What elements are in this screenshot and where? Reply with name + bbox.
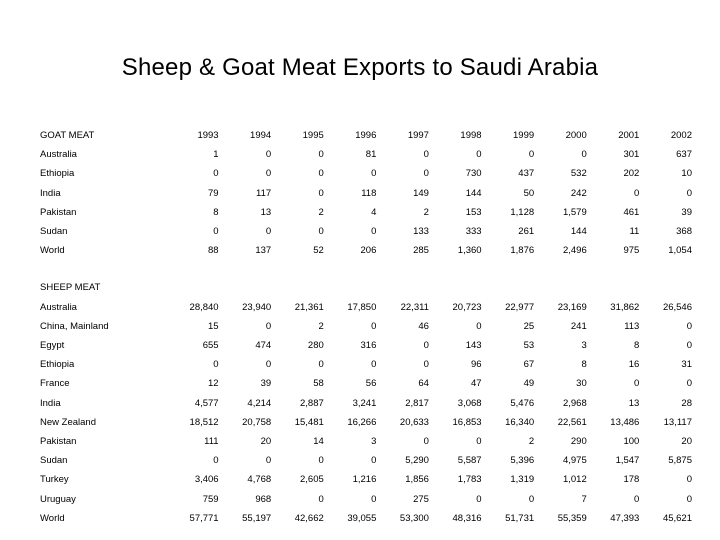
- value-cell: 0: [318, 493, 324, 505]
- value-cell: 15,481: [294, 416, 324, 428]
- value-cell: 0: [213, 226, 219, 238]
- value-cell: 178: [623, 474, 640, 486]
- value-cell: 2,968: [562, 397, 587, 409]
- value-cell: 21,361: [294, 301, 324, 313]
- section-header-goat: GOAT MEAT: [40, 130, 95, 141]
- value-cell: 23,169: [557, 301, 587, 313]
- year-header: 1995: [302, 130, 324, 141]
- value-cell: 153: [465, 206, 482, 218]
- value-cell: 261: [518, 226, 535, 238]
- year-header: 1994: [250, 130, 272, 141]
- value-cell: 0: [423, 340, 429, 352]
- value-cell: 0: [213, 168, 219, 180]
- value-cell: 0: [423, 168, 429, 180]
- value-cell: 42,662: [294, 512, 324, 524]
- value-cell: 4,214: [247, 397, 272, 409]
- value-cell: 13,486: [610, 416, 640, 428]
- value-cell: 4,975: [562, 455, 587, 467]
- country-label: Egypt: [40, 340, 65, 352]
- year-header: 2000: [565, 130, 587, 141]
- table-row: [40, 336, 692, 355]
- value-cell: 0: [528, 493, 535, 505]
- section-header-sheep: SHEEP MEAT: [40, 282, 101, 294]
- value-cell: 2: [528, 436, 535, 448]
- value-cell: 58: [313, 378, 324, 390]
- value-cell: 11: [629, 226, 640, 238]
- value-cell: 49: [523, 378, 535, 390]
- table-row: [40, 413, 692, 432]
- value-cell: 461: [623, 206, 640, 218]
- country-label: Ethiopia: [40, 359, 75, 371]
- value-cell: 4,577: [194, 397, 219, 409]
- value-cell: 5,290: [405, 455, 429, 467]
- value-cell: 8: [213, 206, 219, 218]
- value-cell: 144: [465, 187, 482, 199]
- value-cell: 28,840: [189, 301, 219, 313]
- value-cell: 39: [260, 378, 272, 390]
- country-label: India: [40, 187, 61, 199]
- value-cell: 13: [260, 206, 272, 218]
- value-cell: 144: [570, 226, 587, 238]
- value-cell: 2,496: [562, 245, 587, 257]
- value-cell: 14: [313, 436, 324, 448]
- value-cell: 1,547: [615, 455, 640, 467]
- value-cell: 3,406: [194, 474, 219, 486]
- value-cell: 1,216: [352, 474, 377, 486]
- value-cell: 5,875: [668, 455, 692, 467]
- value-cell: 16,340: [505, 416, 535, 428]
- value-cell: 12: [208, 378, 219, 390]
- value-cell: 53: [523, 340, 535, 352]
- value-cell: 1,054: [668, 245, 692, 257]
- table-row: [40, 432, 692, 451]
- value-cell: 0: [371, 168, 377, 180]
- goat-header-row: [40, 126, 692, 145]
- value-cell: 0: [318, 359, 324, 371]
- value-cell: 2: [423, 206, 429, 218]
- value-cell: 46: [418, 320, 429, 332]
- country-label: Pakistan: [40, 436, 77, 448]
- value-cell: 0: [265, 455, 272, 467]
- value-cell: 3: [581, 340, 587, 352]
- value-cell: 759: [202, 493, 219, 505]
- value-cell: 0: [318, 455, 324, 467]
- value-cell: 280: [307, 340, 324, 352]
- value-cell: 0: [318, 226, 324, 238]
- country-label: Sudan: [40, 226, 68, 238]
- value-cell: 3,241: [352, 397, 377, 409]
- value-cell: 143: [465, 340, 482, 352]
- table-row: [40, 184, 692, 203]
- value-cell: 1,360: [457, 245, 482, 257]
- year-header: 1998: [460, 130, 482, 141]
- value-cell: 2: [318, 320, 324, 332]
- value-cell: 88: [208, 245, 219, 257]
- value-cell: 368: [676, 226, 692, 238]
- value-cell: 13: [628, 397, 640, 409]
- value-cell: 67: [523, 359, 535, 371]
- value-cell: 0: [476, 436, 482, 448]
- value-cell: 15: [208, 320, 219, 332]
- country-label: New Zealand: [40, 416, 96, 428]
- country-label: World: [40, 245, 65, 257]
- value-cell: 96: [470, 359, 482, 371]
- value-cell: 50: [523, 187, 535, 199]
- year-header: 2001: [618, 130, 640, 141]
- table-row: [40, 298, 692, 317]
- value-cell: 47,393: [610, 512, 640, 524]
- value-cell: 316: [360, 340, 377, 352]
- value-cell: 17,850: [347, 301, 377, 313]
- table-row: [40, 470, 692, 489]
- value-cell: 730: [465, 168, 482, 180]
- value-cell: 0: [634, 187, 640, 199]
- value-cell: 333: [465, 226, 482, 238]
- value-cell: 0: [686, 320, 692, 332]
- value-cell: 1: [213, 149, 219, 161]
- value-cell: 290: [570, 436, 587, 448]
- value-cell: 532: [570, 168, 587, 180]
- year-header: 1996: [355, 130, 377, 141]
- value-cell: 0: [265, 226, 272, 238]
- country-label: World: [40, 512, 65, 524]
- value-cell: 7: [581, 493, 587, 505]
- value-cell: 149: [413, 187, 429, 199]
- value-cell: 51,731: [505, 512, 535, 524]
- value-cell: 1,783: [457, 474, 482, 486]
- value-cell: 56: [365, 378, 377, 390]
- exports-table: [40, 126, 692, 528]
- value-cell: 1,319: [510, 474, 535, 486]
- value-cell: 118: [361, 187, 377, 199]
- sheep-header-row: [40, 278, 692, 297]
- value-cell: 275: [413, 493, 429, 505]
- value-cell: 241: [570, 320, 587, 332]
- value-cell: 28: [681, 397, 692, 409]
- value-cell: 0: [371, 493, 377, 505]
- value-cell: 4: [371, 206, 377, 218]
- value-cell: 0: [371, 226, 377, 238]
- value-cell: 1,876: [510, 245, 535, 257]
- value-cell: 0: [634, 378, 640, 390]
- value-cell: 0: [476, 149, 482, 161]
- value-cell: 0: [423, 149, 429, 161]
- value-cell: 100: [623, 436, 640, 448]
- value-cell: 133: [413, 226, 429, 238]
- year-header: 1997: [407, 130, 429, 141]
- value-cell: 55,359: [557, 512, 587, 524]
- value-cell: 52: [313, 245, 324, 257]
- value-cell: 437: [518, 168, 535, 180]
- value-cell: 55,197: [242, 512, 272, 524]
- year-header: 2002: [670, 130, 692, 141]
- value-cell: 0: [634, 493, 640, 505]
- table-row: [40, 145, 692, 164]
- table-row: [40, 222, 692, 241]
- value-cell: 16,853: [452, 416, 482, 428]
- value-cell: 20,723: [452, 301, 482, 313]
- value-cell: 20: [260, 436, 272, 448]
- value-cell: 206: [360, 245, 377, 257]
- value-cell: 22,561: [557, 416, 587, 428]
- value-cell: 30: [576, 378, 587, 390]
- value-cell: 5,476: [510, 397, 535, 409]
- value-cell: 47: [470, 378, 482, 390]
- country-label: Sudan: [40, 455, 68, 467]
- year-header: 1999: [513, 130, 535, 141]
- value-cell: 22,977: [505, 301, 535, 313]
- value-cell: 26,546: [662, 301, 692, 313]
- value-cell: 637: [676, 149, 692, 161]
- page-title: Sheep & Goat Meat Exports to Saudi Arabia: [121, 54, 599, 81]
- value-cell: 655: [202, 340, 219, 352]
- country-label: France: [40, 378, 70, 390]
- value-cell: 13,117: [663, 416, 692, 428]
- value-cell: 22,311: [400, 301, 429, 313]
- value-cell: 0: [371, 455, 377, 467]
- value-cell: 111: [204, 436, 219, 448]
- value-cell: 48,316: [452, 512, 482, 524]
- value-cell: 1,012: [562, 474, 587, 486]
- section-spacer: [40, 260, 692, 278]
- value-cell: 2,887: [300, 397, 324, 409]
- table-row: [40, 241, 692, 260]
- value-cell: 79: [208, 187, 219, 199]
- value-cell: 0: [318, 149, 324, 161]
- value-cell: 5,396: [510, 455, 535, 467]
- table-row: [40, 490, 692, 509]
- value-cell: 1,128: [510, 206, 535, 218]
- value-cell: 23,940: [242, 301, 272, 313]
- value-cell: 968: [255, 493, 272, 505]
- country-label: Australia: [40, 149, 77, 161]
- value-cell: 5,587: [457, 455, 482, 467]
- value-cell: 4,768: [247, 474, 272, 486]
- value-cell: 0: [213, 359, 219, 371]
- value-cell: 242: [570, 187, 587, 199]
- table-row: [40, 509, 692, 528]
- value-cell: 0: [476, 493, 482, 505]
- value-cell: 18,512: [189, 416, 219, 428]
- table-row: [40, 374, 692, 393]
- value-cell: 20,633: [399, 416, 429, 428]
- value-cell: 45,621: [662, 512, 692, 524]
- value-cell: 64: [418, 378, 429, 390]
- value-cell: 2: [318, 206, 324, 218]
- table-row: [40, 203, 692, 222]
- value-cell: 975: [623, 245, 640, 257]
- table-row: [40, 451, 692, 470]
- value-cell: 0: [423, 436, 429, 448]
- value-cell: 0: [371, 359, 377, 371]
- value-cell: 0: [476, 320, 482, 332]
- value-cell: 0: [686, 187, 692, 199]
- year-header: 1993: [197, 130, 219, 141]
- value-cell: 31,862: [610, 301, 640, 313]
- value-cell: 1,856: [405, 474, 429, 486]
- value-cell: 57,771: [189, 512, 219, 524]
- value-cell: 20,758: [242, 416, 272, 428]
- value-cell: 81: [365, 149, 377, 161]
- country-label: India: [40, 397, 61, 409]
- table-row: [40, 355, 692, 374]
- value-cell: 2,605: [300, 474, 324, 486]
- value-cell: 0: [213, 455, 219, 467]
- value-cell: 0: [686, 474, 692, 486]
- value-cell: 117: [256, 187, 272, 199]
- country-label: Ethiopia: [40, 168, 75, 180]
- value-cell: 53,300: [399, 512, 429, 524]
- value-cell: 2,817: [405, 397, 429, 409]
- value-cell: 3,068: [457, 397, 482, 409]
- value-cell: 16,266: [347, 416, 377, 428]
- value-cell: 39: [681, 206, 692, 218]
- value-cell: 0: [686, 493, 692, 505]
- table-row: [40, 164, 692, 183]
- value-cell: 0: [371, 320, 377, 332]
- value-cell: 8: [581, 359, 587, 371]
- value-cell: 8: [634, 340, 640, 352]
- value-cell: 1,579: [562, 206, 587, 218]
- value-cell: 10: [681, 168, 692, 180]
- value-cell: 31: [681, 359, 692, 371]
- value-cell: 39,055: [347, 512, 377, 524]
- value-cell: 474: [255, 340, 272, 352]
- country-label: Australia: [40, 301, 77, 313]
- value-cell: 113: [624, 320, 640, 332]
- value-cell: 0: [423, 359, 429, 371]
- value-cell: 0: [265, 359, 272, 371]
- value-cell: 0: [686, 378, 692, 390]
- value-cell: 0: [686, 340, 692, 352]
- country-label: Uruguay: [40, 493, 76, 505]
- value-cell: 137: [255, 245, 272, 257]
- value-cell: 0: [265, 168, 272, 180]
- table-row: [40, 317, 692, 336]
- value-cell: 202: [623, 168, 640, 180]
- value-cell: 285: [413, 245, 429, 257]
- country-label: Pakistan: [40, 206, 77, 218]
- country-label: Turkey: [40, 474, 69, 486]
- value-cell: 301: [623, 149, 640, 161]
- value-cell: 0: [318, 168, 324, 180]
- value-cell: 20: [681, 436, 692, 448]
- value-cell: 25: [523, 320, 535, 332]
- value-cell: 0: [581, 149, 587, 161]
- country-label: China, Mainland: [40, 320, 109, 332]
- value-cell: 0: [318, 187, 324, 199]
- value-cell: 0: [265, 149, 272, 161]
- value-cell: 0: [528, 149, 535, 161]
- spacer-cell: [40, 260, 692, 278]
- table-row: [40, 394, 692, 413]
- value-cell: 16: [628, 359, 640, 371]
- value-cell: 3: [371, 436, 377, 448]
- value-cell: 0: [265, 320, 272, 332]
